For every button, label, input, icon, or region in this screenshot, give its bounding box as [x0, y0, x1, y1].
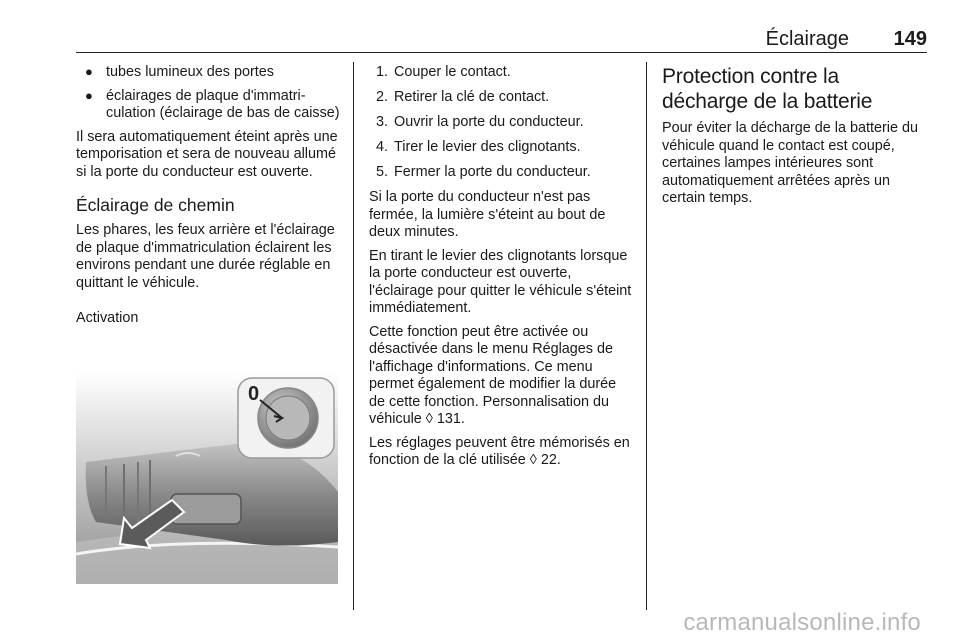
bullet-icon: ●: [85, 64, 93, 79]
column-middle: [369, 64, 634, 476]
watermark: carmanualsonline.info: [683, 609, 921, 636]
list-item: 5. Fermer la porte du conducteur.: [376, 164, 591, 180]
bullet-icon: ●: [85, 87, 93, 103]
paragraph: Pour éviter la décharge de la batterie du véhicule quand le contact est coupé, certaines lampes intérieures sont automatiquement arrêtées après un certain temps.: [662, 120, 918, 206]
page-header: [76, 28, 927, 52]
subheading: Activation: [76, 310, 139, 326]
figure-label: 0: [248, 383, 260, 405]
steps-list: [369, 64, 634, 182]
bullet-item: ● éclairages de plaque d'immatriculation (éclairage de bas de caisse): [85, 87, 340, 121]
list-item: 4. Tirer le levier des clignotants.: [376, 139, 581, 155]
bullet-list: [76, 64, 348, 123]
column-right: [662, 64, 930, 214]
paragraph: Cette fonction peut être activée ou désactivée dans le menu Réglages de l'affichage d'informations. Ce menu permet également de modifier la durée de cette fonction. Personnalisation du véhicule ◊ 131.: [369, 323, 617, 427]
paragraph: Il sera automatiquement éteint après une temporisation et sera de nouveau allumé si la porte du conducteur est ouverte.: [76, 128, 338, 180]
paragraph: Les réglages peuvent être mémorisés en fonction de la clé utilisée ◊ 22.: [369, 434, 630, 468]
chapter-title: Éclairage: [765, 28, 849, 50]
page-number: 149: [893, 28, 927, 50]
list-item: 3. Ouvrir la porte du conducteur.: [376, 114, 584, 130]
column-divider: [646, 62, 647, 610]
list-item: 2. Retirer la clé de contact.: [376, 89, 550, 105]
column-divider: [353, 62, 354, 610]
paragraph: Si la porte du conducteur n'est pas fermée, la lumière s'éteint au bout de deux minutes.: [369, 189, 606, 240]
list-item: 1. Couper le contact.: [376, 64, 511, 80]
lever-illustration-svg: [76, 372, 338, 584]
paragraph: Les phares, les feux arrière et l'éclairage de plaque d'immatriculation éclairent les environs pendant une durée réglable en quittant le véhicule.: [76, 222, 335, 291]
lever-illustration: [76, 372, 338, 584]
column-left: [76, 64, 348, 328]
bullet-item: ● tubes lumineux des portes: [85, 64, 274, 80]
section-heading: Éclairage de chemin: [76, 195, 235, 215]
header-rule: [76, 52, 927, 53]
paragraph: En tirant le levier des clignotants lorsque la porte conducteur est ouverte, l'éclairage pour quitter le véhicule s'éteint immédiatement.: [369, 247, 632, 316]
section-heading: Protection contre la décharge de la batterie: [662, 65, 873, 113]
